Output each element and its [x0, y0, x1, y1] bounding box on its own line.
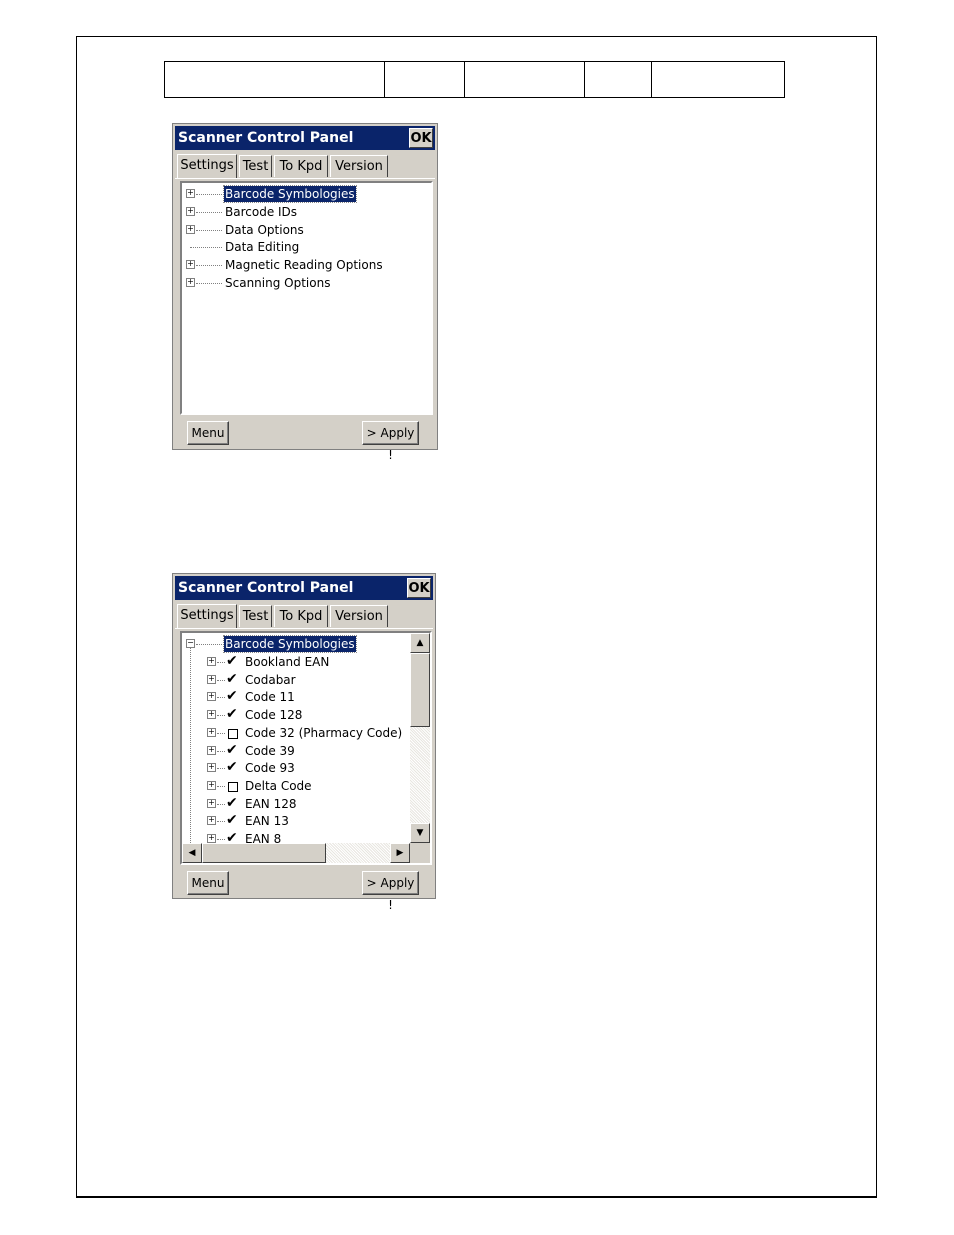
- tree-item-label: Bookland EAN: [245, 655, 330, 669]
- expand-plus-icon[interactable]: +: [208, 656, 215, 665]
- tree-item[interactable]: [182, 795, 410, 813]
- tree-item-label: Scanning Options: [225, 276, 331, 290]
- tree-item[interactable]: [182, 724, 410, 742]
- scrollbar-corner: [410, 843, 430, 863]
- tab-test[interactable]: Test: [239, 605, 272, 627]
- tree-item-label: Data Editing: [225, 240, 300, 255]
- collapse-minus-icon[interactable]: −: [187, 638, 194, 647]
- expand-plus-icon[interactable]: +: [187, 188, 194, 197]
- expand-plus-icon[interactable]: +: [187, 259, 194, 269]
- tree-connector: [217, 751, 225, 752]
- tree-connector: [217, 821, 225, 822]
- checkmark-icon[interactable]: ✔: [226, 688, 238, 705]
- tree-item-label: Delta Code: [245, 778, 312, 793]
- tree-connector: [196, 212, 222, 213]
- tree-item-label: Magnetic Reading Options: [225, 258, 383, 273]
- tree-item-label: Code 32 (Pharmacy Code): [245, 725, 403, 740]
- scanner-control-panel-window-1: [172, 123, 438, 462]
- expand-plus-icon[interactable]: +: [208, 744, 215, 754]
- header-cell: [652, 62, 785, 98]
- scroll-right-arrow-icon[interactable]: ▶: [390, 843, 410, 863]
- tree-connector: [217, 839, 225, 840]
- tab-settings[interactable]: Settings: [177, 604, 237, 628]
- tree-connector: [217, 697, 225, 698]
- tree-connector: [196, 283, 222, 284]
- tree-connector: [217, 804, 225, 805]
- tree-item[interactable]: [182, 185, 433, 203]
- header-table: [164, 61, 785, 98]
- tree-item[interactable]: [182, 812, 410, 830]
- vertical-scrollbar[interactable]: [410, 633, 430, 843]
- tree-item[interactable]: [182, 742, 410, 760]
- apply-button[interactable]: > Apply !: [362, 421, 419, 445]
- checkmark-icon[interactable]: ✔: [226, 741, 238, 758]
- symbology-tree[interactable]: [180, 631, 432, 865]
- tree-item-root[interactable]: [182, 635, 410, 653]
- tree-item-label: EAN 13: [245, 814, 289, 829]
- tab-divider: [175, 628, 433, 629]
- expand-plus-icon[interactable]: +: [187, 223, 194, 233]
- tree-item[interactable]: [182, 671, 410, 689]
- tree-item-label: Barcode Symbologies: [225, 637, 355, 651]
- checkmark-icon[interactable]: ✔: [226, 830, 238, 843]
- tree-item[interactable]: [182, 203, 433, 221]
- title-bar: [175, 126, 435, 150]
- tab-to-kpd[interactable]: To Kpd: [274, 605, 328, 627]
- expand-plus-icon[interactable]: +: [208, 815, 215, 825]
- expand-plus-icon[interactable]: +: [208, 691, 215, 701]
- title-bar: [175, 576, 433, 600]
- tree-item-label: Codabar: [245, 672, 296, 687]
- tree-connector: [196, 644, 222, 645]
- horizontal-scroll-thumb[interactable]: [202, 843, 326, 863]
- tab-settings[interactable]: Settings: [177, 154, 237, 178]
- scroll-down-arrow-icon[interactable]: ▼: [410, 823, 430, 843]
- expand-plus-icon[interactable]: +: [208, 709, 215, 719]
- checkmark-icon[interactable]: ✔: [226, 706, 238, 723]
- tree-item[interactable]: [182, 759, 410, 777]
- tree-connector: [217, 662, 225, 663]
- expand-plus-icon[interactable]: +: [187, 277, 194, 286]
- apply-button[interactable]: > Apply !: [362, 871, 419, 895]
- window-title: Scanner Control Panel: [178, 580, 354, 596]
- expand-plus-icon[interactable]: +: [208, 762, 215, 772]
- tree-viewport: [182, 633, 410, 843]
- tree-item-label: Code 128: [245, 708, 303, 723]
- tree-item-label: Barcode Symbologies: [225, 187, 355, 201]
- tree-item[interactable]: [182, 238, 433, 256]
- vertical-scroll-thumb[interactable]: [410, 653, 430, 727]
- tree-item-label: Barcode IDs: [225, 204, 298, 219]
- menu-button[interactable]: Menu: [187, 421, 229, 445]
- tree-item[interactable]: [182, 706, 410, 724]
- header-cell: [465, 62, 585, 98]
- expand-plus-icon[interactable]: +: [208, 833, 215, 842]
- tree-item-label: Code 39: [245, 743, 295, 758]
- tab-version[interactable]: Version: [330, 605, 388, 627]
- header-cell: [585, 62, 652, 98]
- tree-item[interactable]: [182, 688, 410, 706]
- tree-item-label: EAN 128: [245, 796, 297, 811]
- settings-tree[interactable]: [180, 181, 433, 415]
- ok-button[interactable]: OK: [409, 128, 433, 148]
- tree-connector: [196, 230, 222, 231]
- tree-connector: [190, 247, 222, 248]
- tree-item[interactable]: [182, 274, 433, 292]
- checkmark-icon[interactable]: ✔: [226, 670, 238, 687]
- tab-to-kpd[interactable]: To Kpd: [274, 155, 328, 177]
- menu-button[interactable]: Menu: [187, 871, 229, 895]
- expand-plus-icon[interactable]: +: [208, 797, 215, 807]
- scroll-up-arrow-icon[interactable]: ▲: [410, 633, 430, 653]
- header-cell: [385, 62, 465, 98]
- tab-version[interactable]: Version: [330, 155, 388, 177]
- tree-item[interactable]: [182, 777, 410, 795]
- horizontal-scrollbar[interactable]: [182, 843, 410, 863]
- checkmark-icon[interactable]: ✔: [226, 794, 238, 811]
- scanner-control-panel-window-2: [172, 573, 436, 912]
- tree-item-label: Code 11: [245, 690, 295, 705]
- tree-item-label: Data Options: [225, 222, 304, 237]
- checkmark-icon[interactable]: ✔: [226, 759, 238, 776]
- tree-item[interactable]: [182, 221, 433, 239]
- tree-item[interactable]: [182, 653, 410, 671]
- expand-plus-icon[interactable]: +: [208, 779, 215, 789]
- tab-test[interactable]: Test: [239, 155, 272, 177]
- checkmark-icon[interactable]: ✔: [226, 812, 238, 829]
- tree-item-label: Code 93: [245, 761, 295, 776]
- scroll-left-arrow-icon[interactable]: ◀: [182, 843, 202, 863]
- ok-button[interactable]: OK: [407, 578, 431, 598]
- tree-connector: [217, 786, 225, 787]
- expand-plus-icon[interactable]: +: [187, 205, 194, 215]
- tree-item[interactable]: [182, 830, 410, 843]
- tree-connector: [196, 194, 222, 195]
- expand-plus-icon[interactable]: +: [208, 726, 215, 736]
- tree-connector: [217, 680, 225, 681]
- tree-connector: [217, 768, 225, 769]
- expand-plus-icon[interactable]: +: [208, 673, 215, 683]
- checkmark-icon[interactable]: ✔: [226, 653, 238, 669]
- checkbox-unchecked-icon[interactable]: [228, 782, 238, 792]
- tree-connector: [217, 715, 225, 716]
- tree-connector: [196, 265, 222, 266]
- header-cell: [165, 62, 385, 98]
- window-title: Scanner Control Panel: [178, 130, 354, 146]
- tree-item-label: EAN 8: [245, 832, 282, 843]
- tree-item[interactable]: [182, 256, 433, 274]
- tab-divider: [175, 178, 435, 179]
- checkbox-unchecked-icon[interactable]: [228, 729, 238, 739]
- tree-connector: [217, 733, 225, 734]
